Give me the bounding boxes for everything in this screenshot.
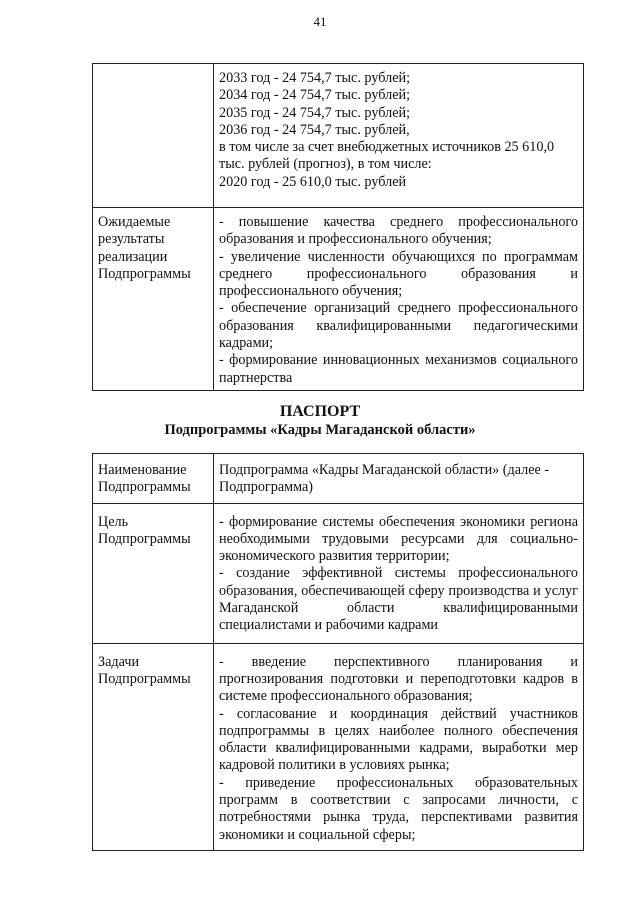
table-row — [93, 64, 584, 208]
name-value: Подпрограмма «Кадры Магаданской области» (далее - Подпрограмма) — [214, 454, 584, 504]
goal-cell — [214, 503, 584, 643]
tasks-label: Задачи Подпрограммы — [93, 643, 214, 850]
funding-line: 2020 год - 25 610,0 тыс. рублей — [219, 173, 407, 190]
table-row — [93, 208, 584, 391]
goal-label: Цель Подпрограммы — [93, 503, 214, 643]
tasks-cell — [214, 643, 584, 850]
passport-table — [92, 453, 584, 851]
results-cell — [214, 208, 584, 391]
funding-line: 2035 год - 24 754,7 тыс. рублей; — [219, 104, 411, 121]
results-label: Ожидаемые результаты реализации Подпрограммы — [93, 208, 214, 391]
list-item: - увеличение численности обучающихся по программам среднего профессионального образования и профессионального обучения; — [219, 248, 578, 300]
name-label: Наименование Подпрограммы — [93, 454, 214, 504]
funding-line: 2036 год - 24 754,7 тыс. рублей, — [219, 121, 410, 138]
passport-heading — [0, 402, 640, 439]
funding-line: в том числе за счет внебюджетных источников 25 610,0 тыс. рублей (прогноз), в том числе: — [219, 139, 555, 173]
list-item: - формирование инновационных механизмов социального партнерства — [219, 352, 578, 386]
list-item: - создание эффективной системы профессионального образования, обеспечивающей сферу производства и услуг Магаданской области квалифицированными специалистами и рабочими кадрами — [219, 565, 578, 634]
table-row — [93, 643, 584, 850]
table-row — [93, 503, 584, 643]
page-number: 41 — [313, 14, 327, 29]
funding-line: 2034 год - 24 754,7 тыс. рублей; — [219, 87, 411, 104]
list-item: - согласование и координация действий участников подпрограммы в целях наиболее полного обеспечения области квалифицированными кадрами, выработки мер кадровой политики в условиях рынка; — [219, 705, 578, 774]
empty-label-cell — [93, 64, 214, 208]
list-item: - введение перспективного планирования и прогнозирования подготовки и переподготовки кадров в системе профессионального образования; — [219, 653, 578, 705]
passport-subtitle: Подпрограммы «Кадры Магаданской области» — [164, 422, 476, 438]
list-item: - приведение профессиональных образовательных программ в соответствии с запросами личности, с потребностями рынка труда, перспективами развития экономики и социальной сферы; — [219, 774, 578, 843]
funding-results-table — [92, 63, 584, 391]
list-item: - обеспечение организаций среднего профессионального образования квалифицированными педагогическими кадрами; — [219, 300, 578, 352]
passport-title: ПАСПОРТ — [279, 403, 361, 420]
funding-cell — [214, 64, 584, 208]
table-row — [93, 454, 584, 504]
list-item: - формирование системы обеспечения экономики региона необходимыми трудовыми ресурсами для социально-экономического развития территории; — [219, 513, 578, 565]
list-item: - повышение качества среднего профессионального образования и профессионального обучения; — [219, 214, 578, 248]
funding-line: 2033 год - 24 754,7 тыс. рублей; — [219, 70, 411, 86]
